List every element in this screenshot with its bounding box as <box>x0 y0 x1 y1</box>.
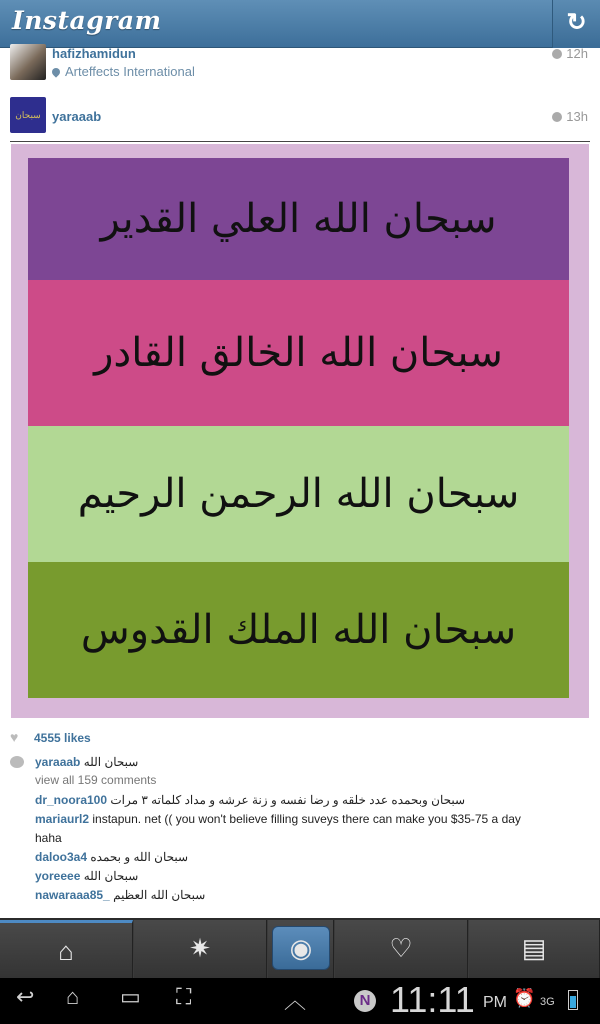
post-username[interactable]: yaraaab <box>52 109 102 124</box>
home-icon: ⌂ <box>58 936 74 966</box>
avatar[interactable]: سبحان <box>10 97 46 133</box>
camera-tab[interactable] <box>268 920 334 978</box>
comment-bubble-icon <box>10 756 24 768</box>
home-nav-icon[interactable]: ⌂ <box>66 984 80 1009</box>
feed[interactable] <box>0 48 600 918</box>
heart-icon: ♥ <box>10 729 19 745</box>
comment: dr_noora100 سبحان وبحمده عدد خلقه و رضا نفسه و زنة عرشه و مداد كلماته ٣ مرات <box>35 793 466 807</box>
post-header <box>0 42 600 88</box>
calligraphy-band: سبحان الله الملك القدوس <box>28 562 569 698</box>
post-username[interactable]: hafizhamidun <box>52 46 136 61</box>
home-tab[interactable] <box>0 920 133 978</box>
profile-tab[interactable] <box>469 920 600 978</box>
calligraphy-band: سبحان الله الرحمن الرحيم <box>28 426 569 562</box>
divider <box>10 141 590 142</box>
post-image[interactable] <box>11 144 589 718</box>
refresh-icon: ↻ <box>566 9 587 36</box>
comment: daloo3a4 سبحان الله و بحمده <box>35 850 189 864</box>
view-all-comments-link[interactable]: view all 159 comments <box>35 773 157 787</box>
calligraphy-band: سبحان الله الخالق القادر <box>28 280 569 426</box>
location-pin-icon <box>50 66 61 77</box>
avatar[interactable] <box>10 44 46 80</box>
camera-icon: ◉ <box>289 933 313 963</box>
comment: haha <box>35 831 62 845</box>
expand-up-icon[interactable]: ︿ <box>284 988 307 1013</box>
system-bar <box>0 978 600 1024</box>
alarm-icon: ⏰ <box>513 988 536 1008</box>
post-header <box>0 94 600 140</box>
comment: yoreeee سبحان الله <box>35 869 139 883</box>
refresh-button[interactable] <box>552 0 600 48</box>
profile-card-icon: ▤ <box>521 933 547 963</box>
post-location[interactable]: Arteffects International <box>52 64 195 79</box>
post-time: 13h <box>552 109 588 124</box>
system-ampm: PM <box>483 994 507 1011</box>
post-time: 12h <box>552 46 588 61</box>
bottom-tab-bar <box>0 918 600 978</box>
notification-n-icon[interactable]: N <box>354 990 376 1012</box>
back-icon[interactable]: ↩ <box>16 984 35 1009</box>
app-title: Instagram <box>12 6 162 35</box>
recent-apps-icon[interactable]: ▭ <box>120 984 141 1009</box>
caption: yaraaab سبحان الله <box>35 755 139 769</box>
clock-icon <box>552 49 562 59</box>
system-time: 11:11 <box>390 979 475 1020</box>
battery-icon <box>568 990 578 1010</box>
heart-bubble-icon: ♡ <box>389 933 413 963</box>
comment: mariaurl2 instapun. net (( you won't believe filling suveys there can make you $35-75 a day <box>35 812 521 826</box>
explore-tab[interactable] <box>134 920 267 978</box>
activity-tab[interactable] <box>335 920 468 978</box>
calligraphy-band: سبحان الله العلي القدير <box>28 158 569 280</box>
star-icon: ✷ <box>189 933 211 963</box>
clock-icon <box>552 112 562 122</box>
top-bar <box>0 0 600 48</box>
comment: nawaraaa85_ سبحان الله العظيم <box>35 888 206 902</box>
network-label: 3G <box>540 996 555 1008</box>
likes-count[interactable]: ♥ 4555 likes <box>10 729 91 745</box>
caption-user[interactable]: yaraaab <box>35 755 81 769</box>
screenshot-icon[interactable]: ⛶ <box>176 984 192 1009</box>
